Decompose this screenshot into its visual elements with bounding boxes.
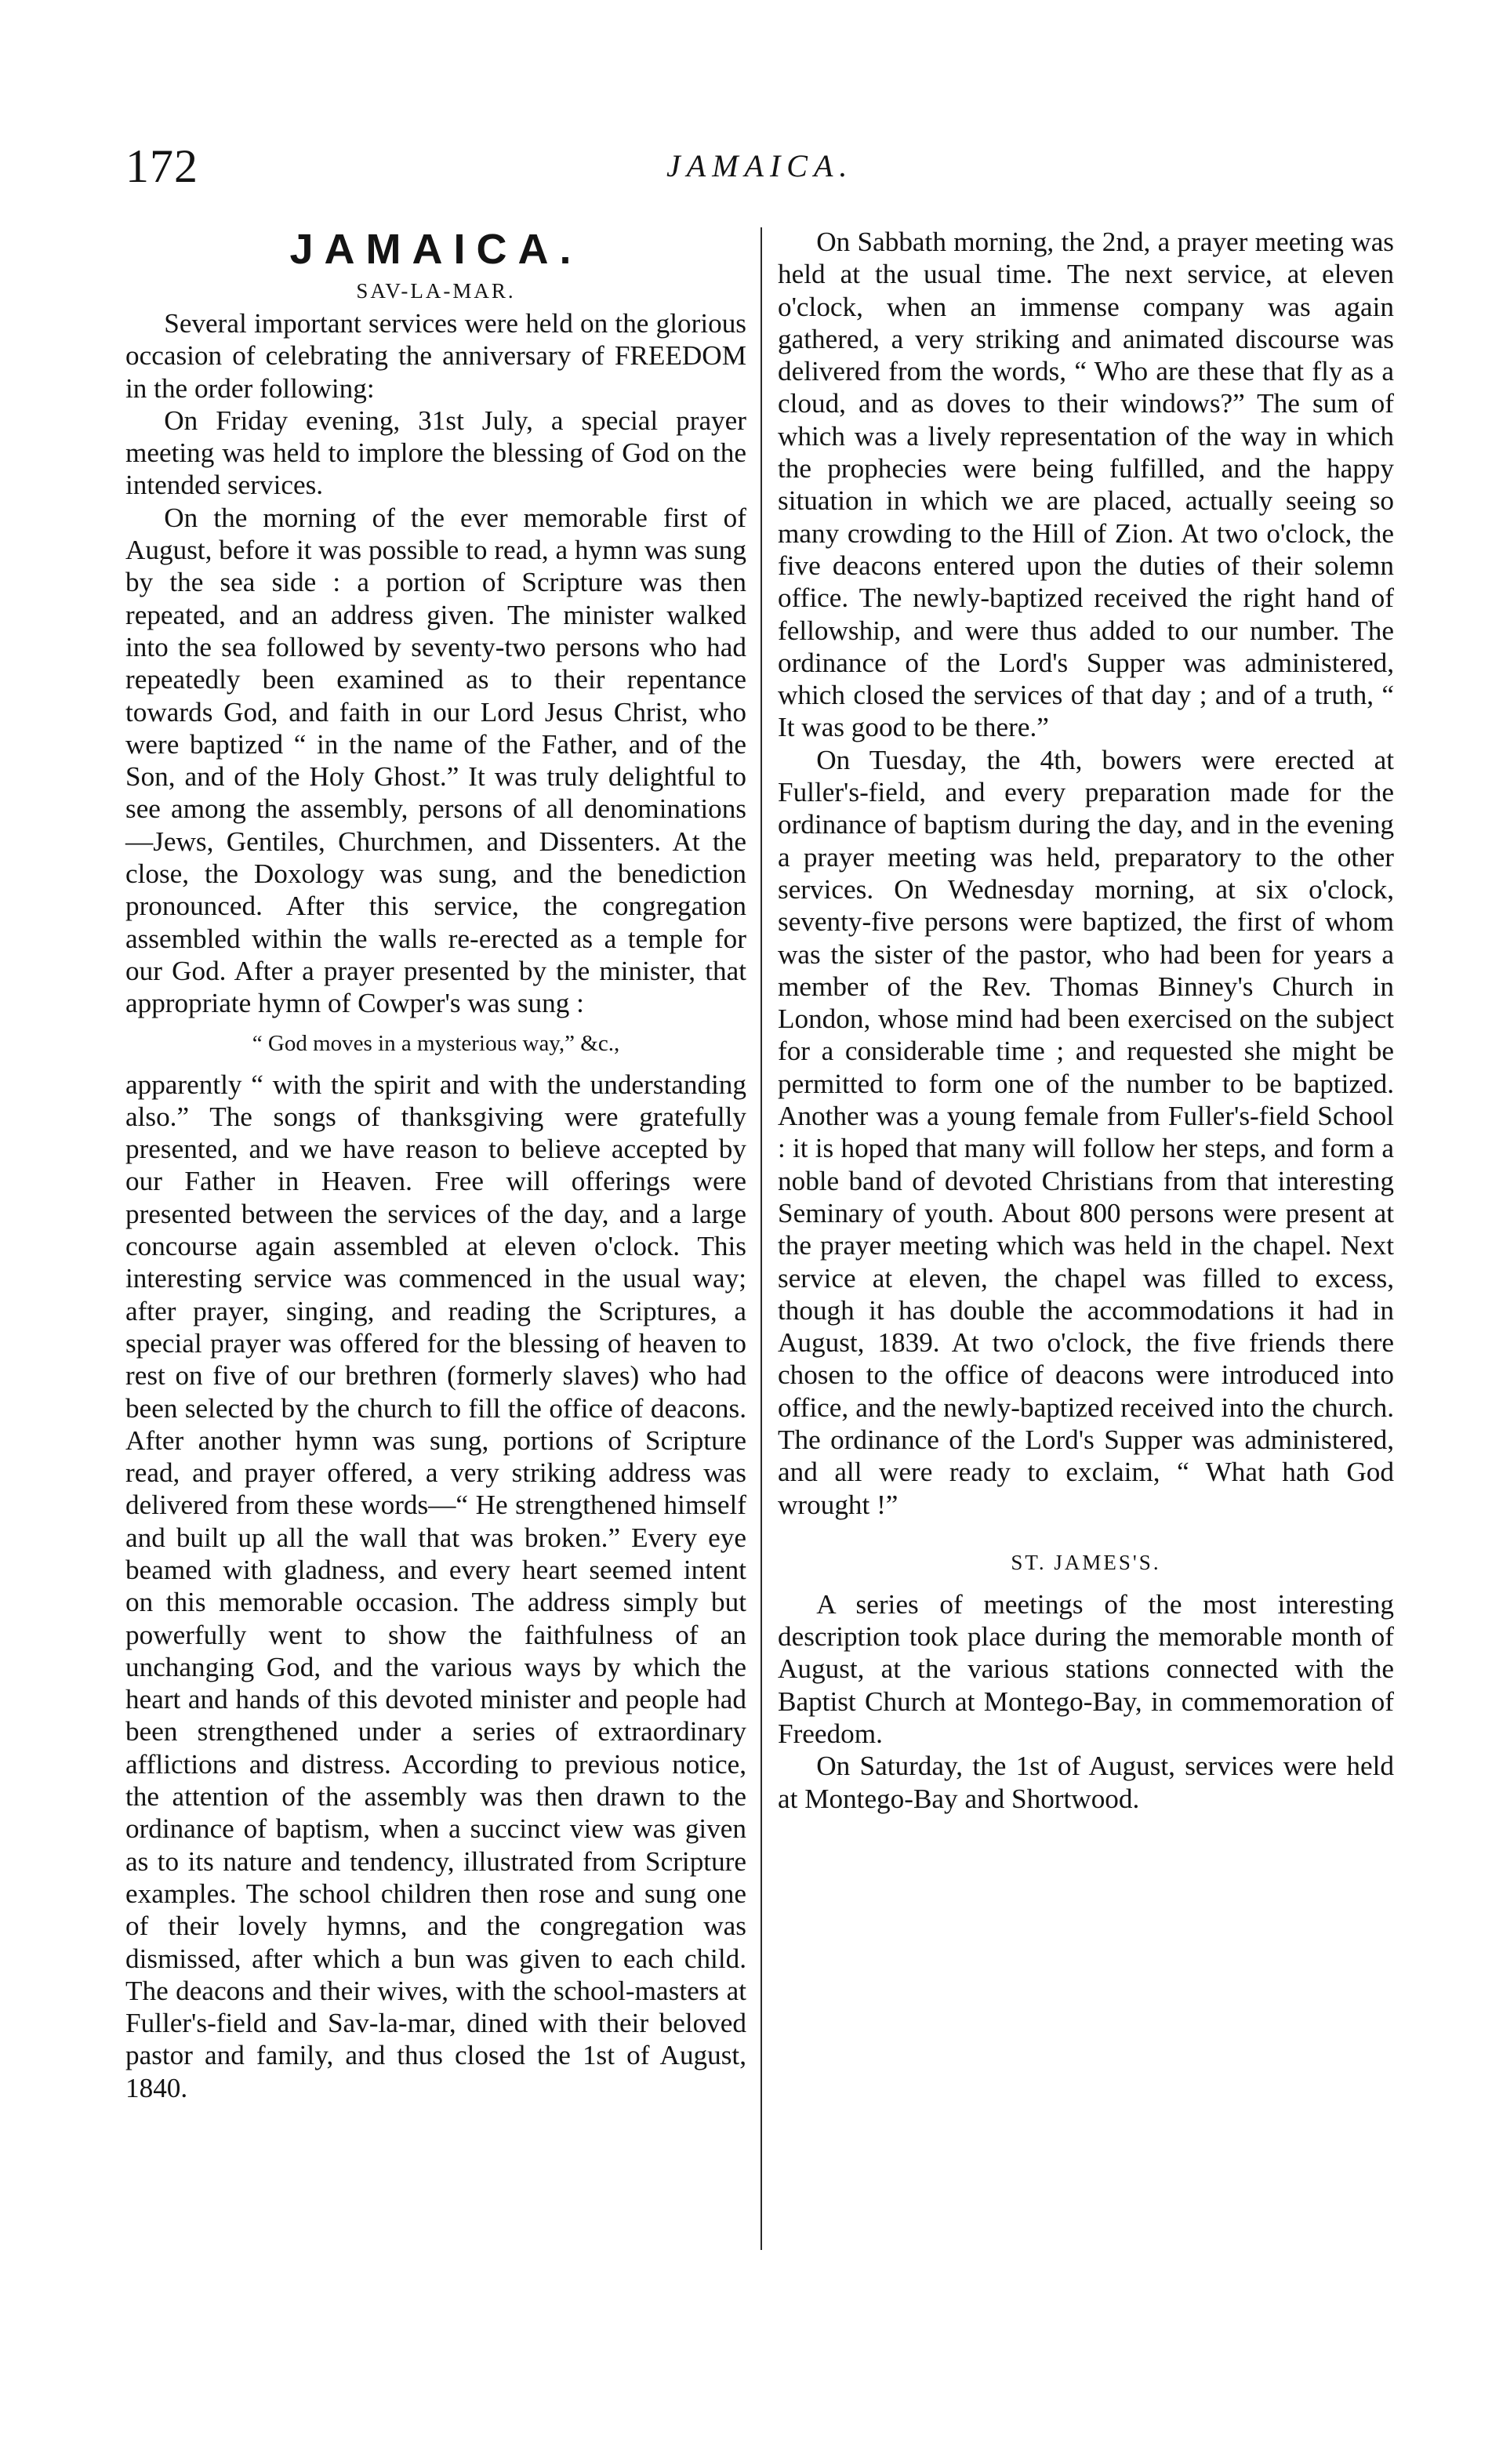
running-title: JAMAICA. (666, 148, 854, 183)
paragraph: On Friday evening, 31st July, a special prayer meeting was held to implore the blessing of God on the intended services. (125, 405, 746, 501)
paragraph: Several important services were held on the glorious occasion of celebrating the anniversary of FREEDOM in the order following: (125, 308, 746, 404)
section-heading-st-jamess: ST. JAMES'S. (1011, 1550, 1161, 1574)
section-heading-sav-la-mar: SAV-LA-MAR. (356, 279, 516, 303)
article-title: JAMAICA. (289, 226, 583, 273)
page-number: 172 (125, 140, 198, 192)
paragraph: On Tuesday, the 4th, bowers were erected at Fuller's-field, and every preparation made for the ordinance of baptism during the day, and in the evening a prayer meeting was held, preparatory to the other services. On Wednesday morning, at six o'clock, seventy-five persons were baptized, the first of whom was the sister of the pastor, who had been for years a member of the Rev. Thomas Binney's Church in London, whose mind had been exercised on the subject for a considerable time ; and requested she might be permitted to form one of the number to be baptized. Another was a young female from Fuller's-field School : it is hoped that many will follow her steps, and form a noble band of devoted Christians from that interesting Seminary of youth. About 800 persons were present at the prayer meeting which was held in the chapel. Next service at eleven, the chapel was filled to excess, though it has double the accommodations it had in August, 1839. At two o'clock, the five friends there chosen to the office of deacons were introduced into office, and the newly-baptized received into the church. The ordinance of the Lord's Supper was administered, and all were ready to exclaim, “ What hath God wrought !” (778, 744, 1394, 1520)
paragraph: A series of meetings of the most interesting description took place during the memorable month of August, at the various stations connected with the Baptist Church at Montego-Bay, in commemoration of Freedom. (778, 1588, 1394, 1750)
paragraph: On the morning of the ever memorable first of August, before it was possible to read, a hymn was sung by the sea side : a portion of Scripture was then repeated, and an address given. The minister walked into the sea followed by seventy-two persons who had repeatedly been examined as to their repentance towards God, and faith in our Lord Jesus Christ, who were baptized “ in the name of the Father, and of the Son, and of the Holy Ghost.” It was truly delightful to see among the assembly, persons of all denominations—Jews, Gentiles, Churchmen, and Dissenters. At the close, the Doxology was sung, and the benediction pronounced. After this service, the congregation assembled within the walls re-erected as a temple for our God. After a prayer presented by the minister, that appropriate hymn of Cowper's was sung : (125, 502, 746, 1019)
left-column (125, 226, 746, 2104)
paragraph: On Saturday, the 1st of August, services were held at Montego-Bay and Shortwood. (778, 1751, 1394, 1814)
column-divider (761, 227, 762, 2250)
right-column (778, 226, 1394, 1815)
paragraph-continued: apparently “ with the spirit and with the understanding also.” The songs of thanksgiving were gratefully presented, and we have reason to believe accepted by our Father in Heaven. Free will offerings were presented between the services of the day, and a large concourse again assembled at eleven o'clock. This interesting service was commenced in the usual way; after prayer, singing, and reading the Scriptures, a special prayer was offered for the blessing of heaven to rest on five of our brethren (formerly slaves) who had been selected by the church to fill the office of deacons. After another hymn was sung, portions of Scripture read, and prayer offered, a very striking address was delivered from these words—“ He strengthened himself and built up all the wall that was broken.” Every eye beamed with gladness, and every heart seemed intent on this memorable occasion. The address simply but powerfully went to show the faithfulness of an unchanging God, and the various ways by which the heart and hands of this devoted minister and people had been strengthened under a series of extraordinary afflictions and distress. According to previous notice, the attention of the assembly was then drawn to the ordinance of baptism, when a succinct view was given as to its nature and tendency, illustrated from Scripture examples. The school children then rose and sung one of their lovely hymns, and the congregation was dismissed, after which a bun was given to each child. The deacons and their wives, with the school-masters at Fuller's-field and Sav-la-mar, dined with their beloved pastor and family, and thus closed the 1st of August, 1840. (125, 1069, 746, 2103)
hymn-quote: “ God moves in a mysterious way,” &c., (252, 1030, 620, 1056)
paragraph: On Sabbath morning, the 2nd, a prayer meeting was held at the usual time. The next service, at eleven o'clock, when an immense company was again gathered, a very striking and animated discourse was delivered from the words, “ Who are these that fly as a cloud, and as doves to their windows?” The sum of which was a lively representation of the way in which the prophecies were being fulfilled, and the happy situation in which we are placed, actually seeing so many crowding to the Hill of Zion. At two o'clock, the five deacons entered upon the duties of their solemn office. The newly-baptized received the right hand of fellowship, and were thus added to our number. The ordinance of the Lord's Supper was administered, which closed the services of that day ; and of a truth, “ It was good to be there.” (778, 227, 1394, 743)
running-head (125, 135, 1380, 198)
